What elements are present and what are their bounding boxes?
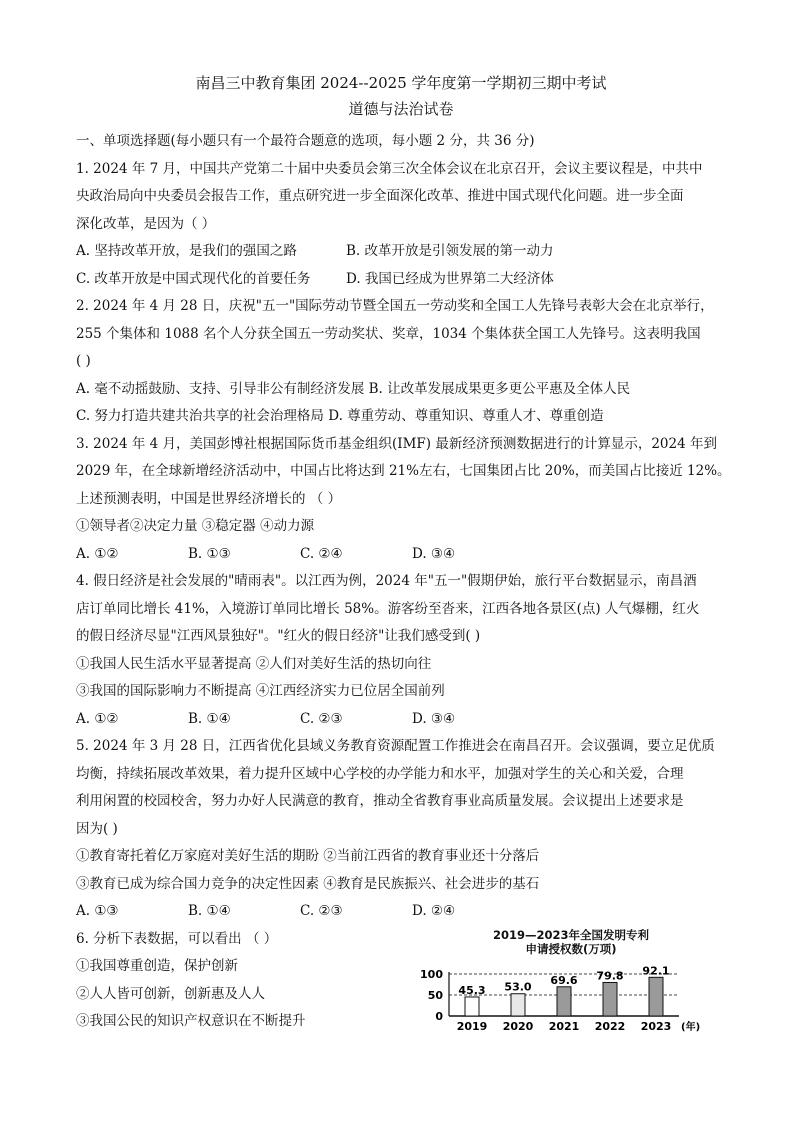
question-3	[76, 431, 731, 569]
question-text: 央政治局向中央委员会报告工作，重点研究进一步全面深化改革、推进中国式现代化问题。进一步全面	[76, 188, 684, 204]
statement-item: ②人人皆可创新，创新惠及人人	[76, 985, 265, 1002]
question-text: 利用闲置的校园校舍，努力办好人民满意的教育，推动全省教育事业高质量发展。会议提出上述要求是	[76, 793, 684, 809]
option-a: A. ①②	[76, 545, 119, 562]
question-text: ( )	[76, 353, 91, 369]
question-5	[76, 733, 726, 926]
chart-title-line-1: 2019—2023年全国发明专利	[492, 927, 649, 942]
option-b: B. ①④	[188, 710, 231, 727]
option-b: B. ①④	[188, 903, 231, 919]
question-text: 4. 假日经济是社会发展的"晴雨表"。以江西为例，2024 年"五一"假期伊始，旅行平台数据显示，南昌酒	[76, 573, 697, 589]
option-row	[76, 238, 726, 266]
exam-subject: 道德与法治试卷	[348, 100, 454, 118]
statement-item: ③我国公民的知识产权意识在不断提升	[76, 1013, 306, 1029]
option-row	[76, 898, 726, 926]
question-text: 3. 2024 年 4 月，美国彭博社根据国际货币基金组织(IMF) 最新经济预测数据进行的计算显示，2024 年到	[76, 435, 717, 452]
option-c: C. ②③	[300, 903, 343, 919]
option-d: D. ③④	[412, 710, 456, 727]
statement-item: ①我国尊重创造，保护创新	[76, 958, 238, 974]
statement-list: ③我国的国际影响力不断提高 ④江西经济实力已位居全国前列	[76, 683, 445, 699]
x-tick-label: 2021	[548, 1019, 580, 1033]
option-c: C. ②③	[300, 710, 343, 727]
question-text: 1. 2024 年 7 月，中国共产党第二十届中央委员会第三次全体会议在北京召开，会议主要议程是，中共中	[76, 160, 703, 177]
option-b: B. ①③	[188, 545, 231, 562]
x-tick-label: 2020	[502, 1019, 534, 1033]
option-d: D. ②④	[412, 903, 456, 919]
question-text: 2. 2024 年 4 月 28 日，庆祝"五一"国际劳动节暨全国五一劳动奖和全国工人先锋号表彰大会在北京举行，	[76, 298, 714, 314]
question-6	[76, 926, 726, 1036]
bar-value-label: 79.8	[596, 968, 624, 982]
option-b: B. 改革开放是引领发展的第一动力	[346, 243, 554, 259]
statement-list: ①领导者②决定力量 ③稳定器 ④动力源	[76, 518, 315, 534]
bar-value-label: 92.1	[642, 963, 670, 977]
option-row-cd: C. 努力打造共建共治共享的社会治理格局 D. 尊重劳动、尊重知识、尊重人才、尊重创造	[76, 408, 604, 424]
option-c: C. ②④	[300, 545, 343, 562]
statement-list: ③教育已成为综合国力竞争的决定性因素 ④教育是民族振兴、社会进步的基石	[76, 875, 540, 892]
chart-title-line-2: 申请授权数(万项)	[525, 941, 617, 956]
question-text: 因为( )	[76, 820, 118, 837]
option-c: C. 改革开放是中国式现代化的首要任务	[76, 270, 311, 287]
y-tick-label: 50	[427, 988, 443, 1002]
patent-chart	[411, 926, 711, 1046]
bar	[649, 977, 663, 1016]
question-text: 2029 年，在全球新增经济活动中，中国占比将达到 21%左右，七国集团占比 20%，而美国占比接近 12%。	[76, 463, 731, 479]
question-4	[76, 568, 726, 733]
question-2	[76, 293, 726, 431]
bar	[511, 993, 525, 1015]
bar-value-label: 53.0	[504, 980, 532, 994]
question-text: 店订单同比增长 41%，入境游订单同比增长 58%。游客纷至沓来，江西各地各景区(点) 人气爆棚，红火	[76, 600, 700, 617]
question-1	[76, 156, 726, 294]
option-row-ab: A. 毫不动摇鼓励、支持、引导非公有制经济发展 B. 让改革发展成果更多更公平惠及全体人民	[76, 380, 631, 397]
option-row	[76, 706, 726, 734]
exam-page	[76, 70, 731, 1036]
option-a: A. ①③	[76, 903, 119, 919]
exam-title: 南昌三中教育集团 2024--2025 学年度第一学期初三期中考试	[195, 74, 607, 92]
bar-value-label: 69.6	[550, 973, 578, 987]
question-text: 5. 2024 年 3 月 28 日，江西省优化县域义务教育资源配置工作推进会在南昌召开。会议强调，要立足优质	[76, 738, 715, 754]
section-heading: 一、单项选择题(每小题只有一个最符合题意的选项，每小题 2 分，共 36 分)	[76, 133, 535, 149]
question-text: 255 个集体和 1088 名个人分获全国五一劳动奖状、奖章，1034 个集体获全国工人先锋号。这表明我国	[76, 325, 701, 342]
option-row	[76, 266, 726, 294]
option-d: D. ③④	[412, 545, 456, 562]
statement-list: ①我国人民生活水平显著提高 ②人们对美好生活的热切向往	[76, 655, 432, 672]
option-d: D. 我国已经成为世界第二大经济体	[346, 270, 554, 287]
option-row	[76, 541, 726, 569]
question-text: 的假日经济尽显"江西风景独好"。"红火的假日经济"让我们感受到( )	[76, 628, 481, 644]
x-tick-label: 2022	[594, 1019, 626, 1033]
option-a: A. 坚持改革开放，是我们的强国之路	[76, 243, 297, 259]
bar	[465, 996, 479, 1015]
x-tick-label: 2019	[456, 1019, 488, 1033]
y-tick-label: 100	[420, 967, 443, 981]
question-text: 上述预测表明，中国是世界经济增长的 （ ）	[76, 490, 342, 507]
option-a: A. ①②	[76, 710, 119, 727]
question-text: 深化改革，是因为（ ）	[76, 215, 216, 232]
question-text: 均衡，持续拓展改革效果，着力提升区域中心学校的办学能力和水平，加强对学生的关心和关爱，合理	[76, 765, 684, 782]
bar-chart-svg	[411, 926, 711, 1046]
bar	[603, 982, 617, 1016]
y-tick-label: 0	[435, 1009, 443, 1023]
x-tick-label: 2023	[640, 1019, 672, 1033]
statement-list: ①教育寄托着亿万家庭对美好生活的期盼 ②当前江西省的教育事业还十分落后	[76, 848, 540, 864]
question-text: 6. 分析下表数据，可以看出 （ ）	[76, 930, 278, 947]
x-axis-unit: (年)	[681, 1021, 701, 1033]
bar	[557, 986, 571, 1015]
bar-value-label: 45.3	[458, 983, 486, 997]
